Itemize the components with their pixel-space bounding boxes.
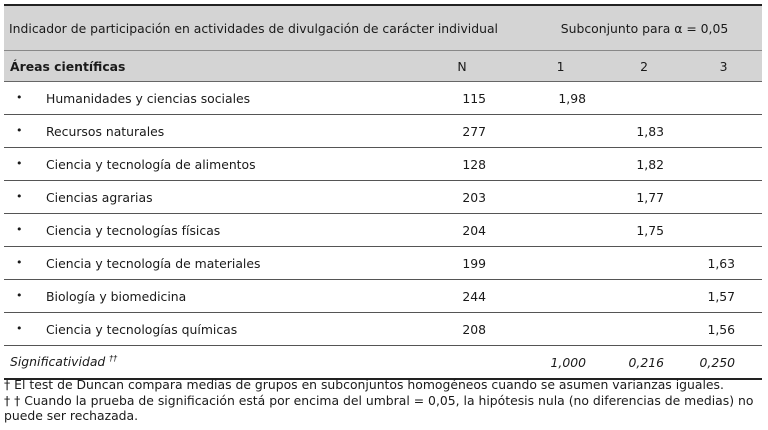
table-row — [4, 115, 762, 148]
n-value: 203 — [406, 181, 518, 214]
subset-1-value: 1,98 — [518, 82, 603, 115]
results-table-wrapper — [4, 4, 762, 380]
area-name: Ciencia y tecnologías químicas — [46, 321, 238, 337]
significance-row — [4, 346, 762, 380]
bullet-icon: • — [16, 223, 23, 237]
area-cell — [4, 148, 406, 181]
subset-1-value — [518, 313, 603, 346]
subset-3-value — [685, 82, 762, 115]
area-name: Biología y biomedicina — [46, 288, 187, 304]
area-cell — [4, 313, 406, 346]
subset-2-value — [603, 313, 685, 346]
table-row — [4, 148, 762, 181]
area-cell — [4, 280, 406, 313]
significance-subset-1: 1,000 — [518, 346, 603, 380]
subset-2-value — [603, 280, 685, 313]
subset-title: Subconjunto para α = 0,05 — [518, 5, 762, 51]
area-cell — [4, 181, 406, 214]
subset-3-value: 1,57 — [685, 280, 762, 313]
area-name: Ciencia y tecnología de alimentos — [46, 156, 256, 172]
subset-2-value: 1,77 — [603, 181, 685, 214]
table-row — [4, 214, 762, 247]
area-name: Recursos naturales — [46, 123, 165, 139]
bullet-icon: • — [16, 190, 23, 204]
n-value: 128 — [406, 148, 518, 181]
significance-mark: †† — [109, 354, 118, 364]
subset-1-value — [518, 115, 603, 148]
area-cell — [4, 82, 406, 115]
subset-1-value — [518, 214, 603, 247]
area-name: Ciencia y tecnologías físicas — [46, 222, 221, 238]
column-header-n: N — [406, 51, 518, 82]
n-value: 208 — [406, 313, 518, 346]
subset-3-value: 1,63 — [685, 247, 762, 280]
bullet-icon: • — [16, 157, 23, 171]
area-cell — [4, 214, 406, 247]
table-footnotes — [4, 377, 762, 424]
footnote-significance: † † Cuando la prueba de significación está por encima del umbral = 0,05, la hipótesis nula (no diferencias de medias) no puede ser rechazada. — [4, 392, 754, 423]
subset-2-value: 1,83 — [603, 115, 685, 148]
subset-1-value — [518, 181, 603, 214]
bullet-icon: • — [16, 91, 23, 105]
subset-2-value: 1,75 — [603, 214, 685, 247]
subset-3-value — [685, 181, 762, 214]
area-name: Ciencias agrarias — [46, 189, 153, 205]
subset-3-value — [685, 214, 762, 247]
subset-2-value — [603, 247, 685, 280]
column-header-subset-1: 1 — [518, 51, 603, 82]
subset-1-value — [518, 148, 603, 181]
table-row — [4, 82, 762, 115]
duncan-results-table — [4, 4, 762, 380]
subset-3-value: 1,56 — [685, 313, 762, 346]
subset-1-value — [518, 280, 603, 313]
bullet-icon: • — [16, 256, 23, 270]
significance-n-empty — [406, 346, 518, 380]
significance-label: Significatividad — [10, 354, 106, 370]
n-value: 199 — [406, 247, 518, 280]
bullet-icon: • — [16, 124, 23, 138]
table-row — [4, 313, 762, 346]
table-row — [4, 280, 762, 313]
indicator-title: Indicador de participación en actividades de divulgación de carácter individual — [4, 5, 518, 51]
column-header-subset-2: 2 — [603, 51, 685, 82]
table-row — [4, 247, 762, 280]
subset-3-value — [685, 115, 762, 148]
subset-3-value — [685, 148, 762, 181]
area-cell — [4, 115, 406, 148]
column-header-areas: Áreas científicas — [4, 51, 406, 82]
n-value: 277 — [406, 115, 518, 148]
n-value: 244 — [406, 280, 518, 313]
table-row — [4, 181, 762, 214]
subset-2-value — [603, 82, 685, 115]
significance-subset-3: 0,250 — [685, 346, 762, 380]
n-value: 204 — [406, 214, 518, 247]
n-value: 115 — [406, 82, 518, 115]
subset-1-value — [518, 247, 603, 280]
bullet-icon: • — [16, 289, 23, 303]
area-cell — [4, 247, 406, 280]
subset-2-value: 1,82 — [603, 148, 685, 181]
column-header-subset-3: 3 — [685, 51, 762, 82]
significance-label-cell — [4, 346, 406, 380]
area-name: Humanidades y ciencias sociales — [46, 90, 251, 106]
significance-subset-2: 0,216 — [603, 346, 685, 380]
bullet-icon: • — [16, 322, 23, 336]
footnote-duncan: † El test de Duncan compara medias de grupos en subconjuntos homogéneos cuando se asumen varianzas iguales. — [4, 377, 724, 392]
area-name: Ciencia y tecnología de materiales — [46, 255, 261, 271]
